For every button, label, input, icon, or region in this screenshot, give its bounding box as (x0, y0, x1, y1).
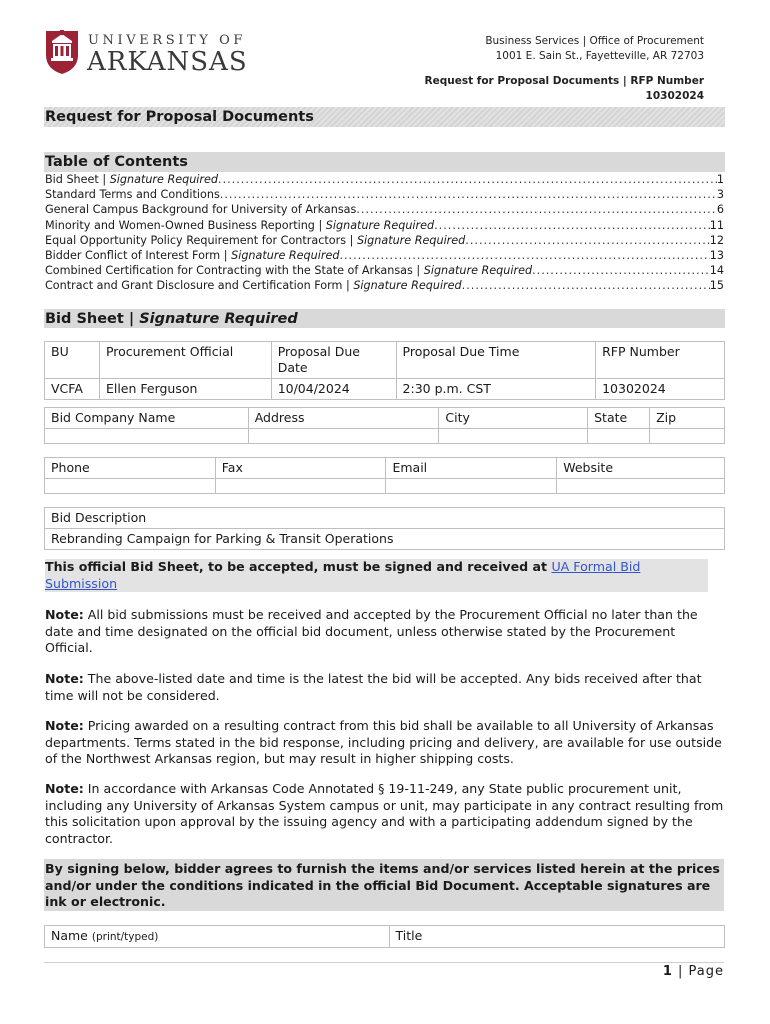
university-seal-icon (44, 27, 80, 75)
toc-entry-name: Contract and Grant Disclosure and Certification Form (45, 279, 343, 293)
note-4-text: In accordance with Arkansas Code Annotated § 19-11-249, any State public procurement unit, including any University of Arkansas System campus or unit, may participate in any contract resulting from this solicitation upon approval by the issuing agency and with a participating addendum signed by the contractor. (45, 781, 724, 846)
bid-sheet-title: Bid Sheet | (45, 311, 140, 327)
toc-entry[interactable] (45, 278, 724, 293)
label-fax: Fax (215, 458, 386, 479)
label-city: City (439, 408, 588, 429)
table-row (45, 479, 725, 494)
email-field[interactable] (386, 479, 557, 494)
toc-entry-page: 14 (709, 264, 724, 278)
header-rfp-number: RFP Number (596, 342, 725, 379)
toc-entry[interactable] (45, 233, 724, 248)
toc-leader-dots (532, 263, 710, 278)
note-4 (45, 781, 725, 847)
official-statement-text: This official Bid Sheet, to be accepted, must be signed and received at (45, 559, 552, 574)
toc-entry-page: 3 (716, 188, 724, 202)
table-row (45, 379, 725, 400)
bid-description-label: Bid Description (45, 508, 725, 529)
toc-entry-title (45, 248, 339, 263)
toc-entry-name: General Campus Background for University of Arkansas (45, 203, 357, 217)
phone-field[interactable] (45, 479, 216, 494)
note-1 (45, 607, 725, 657)
label-address: Address (248, 408, 439, 429)
toc-entry-separator: | (342, 279, 354, 293)
toc-entry-signature-required: Signature Required (231, 249, 340, 263)
table-of-contents (45, 172, 724, 294)
label-bid-company-name: Bid Company Name (45, 408, 249, 429)
note-label: Note: (45, 781, 84, 796)
value-procurement-official: Ellen Ferguson (99, 379, 271, 400)
toc-leader-dots (220, 187, 717, 202)
zip-field[interactable] (650, 429, 725, 444)
toc-leader-dots (434, 218, 710, 233)
toc-entry[interactable] (45, 202, 724, 217)
header-proposal-due-time: Proposal Due Time (396, 342, 596, 379)
value-proposal-due-time: 2:30 p.m. CST (396, 379, 596, 400)
university-logo (44, 27, 248, 77)
rfp-header-line1: Request for Proposal Documents | RFP Number (424, 75, 704, 87)
toc-entry[interactable] (45, 263, 724, 278)
signature-table (44, 925, 725, 948)
rfp-header-number: 10302024 (645, 90, 704, 102)
label-website: Website (557, 458, 725, 479)
page-number: 1 (662, 964, 673, 979)
table-row (45, 408, 725, 429)
toc-heading: Table of Contents (44, 152, 725, 172)
toc-entry-signature-required: Signature Required (109, 173, 219, 186)
bid-company-name-field[interactable] (45, 429, 249, 444)
toc-entry-title (45, 233, 465, 248)
note-2-text: The above-listed date and time is the latest the bid will be accepted. Any bids received after that time will not be considered. (45, 671, 702, 703)
toc-leader-dots (339, 248, 709, 263)
toc-entry-separator: | (346, 233, 357, 247)
website-field[interactable] (557, 479, 725, 494)
contact-table (44, 457, 725, 494)
bid-sheet-title-italic: Signature Required (139, 311, 298, 327)
table-row (45, 429, 725, 444)
toc-leader-dots (462, 278, 710, 293)
toc-entry-page: 6 (716, 203, 724, 217)
note-3 (45, 718, 725, 768)
table-row (45, 508, 725, 529)
address-field[interactable] (248, 429, 439, 444)
label-state: State (588, 408, 650, 429)
toc-entry-page: 12 (709, 233, 724, 247)
toc-entry-page: 13 (709, 249, 724, 263)
toc-entry[interactable] (45, 187, 724, 202)
toc-entry-name: Equal Opportunity Policy Requirement for Contractors (45, 233, 347, 247)
title-label: Title (395, 928, 423, 943)
note-label: Note: (45, 607, 84, 622)
logo-arkansas-text: ARKANSAS (87, 47, 248, 77)
toc-entry-title (45, 187, 220, 202)
page-footer (663, 964, 724, 979)
toc-entry-signature-required: Signature Required (325, 218, 435, 232)
note-label: Note: (45, 718, 84, 733)
rfp-header (425, 74, 704, 104)
bid-sheet-heading (44, 309, 725, 328)
header-procurement-official: Procurement Official (99, 342, 271, 379)
name-label: Name (51, 928, 88, 943)
toc-entry-separator: | (412, 264, 424, 278)
toc-entry-page: 1 (716, 173, 724, 186)
table-row (45, 926, 725, 948)
page-label: | Page (672, 964, 724, 979)
fax-field[interactable] (215, 479, 386, 494)
street-address: 1001 E. Sain St., Fayetteville, AR 72703 (495, 50, 704, 62)
toc-leader-dots (465, 233, 709, 248)
toc-entry-signature-required: Signature Required (356, 233, 466, 247)
toc-entry-separator: | (98, 173, 110, 186)
toc-entry-name: Standard Terms and Conditions (45, 188, 220, 202)
footer-divider (44, 962, 724, 963)
name-field[interactable] (45, 926, 390, 948)
toc-leader-dots (356, 202, 717, 217)
toc-entry-name: Bid Sheet (45, 173, 99, 186)
official-statement (45, 559, 725, 592)
label-zip: Zip (650, 408, 725, 429)
label-email: Email (386, 458, 557, 479)
bid-description-table (44, 507, 725, 550)
bid-description-value: Rebranding Campaign for Parking & Transit Operations (45, 529, 725, 550)
main-title: Request for Proposal Documents (44, 107, 725, 127)
toc-leader-dots (218, 172, 717, 187)
toc-entry-name: Minority and Women-Owned Business Reporting (45, 218, 315, 232)
toc-entry-separator: | (314, 218, 326, 232)
ua-formal-bid-submission-link[interactable]: UA Formal Bid Submission (45, 559, 641, 591)
signing-statement: By signing below, bidder agrees to furnish the items and/or services listed herein at the prices and/or under the conditions indicated in the official Bid Document. Acceptable signatures are ink or electronic. (44, 859, 724, 911)
logo-university-text: UNIVERSITY OF (88, 33, 247, 48)
bid-info-table (44, 341, 725, 400)
state-field[interactable] (588, 429, 650, 444)
toc-entry-title (45, 218, 434, 233)
toc-entry-title (45, 278, 462, 293)
toc-entry[interactable] (45, 218, 724, 233)
toc-entry-title (45, 263, 532, 278)
toc-entry-title (45, 202, 356, 217)
table-row (45, 458, 725, 479)
header-bu: BU (45, 342, 100, 379)
table-row (45, 342, 725, 379)
note-1-text: All bid submissions must be received and accepted by the Procurement Official no later than the date and time designated on the official bid document, unless otherwise stated by the Procurement Official. (45, 607, 698, 655)
header-proposal-due-date: Proposal Due Date (271, 342, 396, 379)
table-row (45, 529, 725, 550)
toc-entry-separator: | (220, 249, 232, 263)
company-table (44, 407, 725, 444)
toc-entry-signature-required: Signature Required (353, 279, 462, 293)
note-2 (45, 671, 725, 704)
title-field[interactable] (389, 926, 724, 948)
toc-entry[interactable] (45, 172, 724, 187)
note-3-text: Pricing awarded on a resulting contract from this bid shall be available to all University of Arkansas departments. Terms stated in the bid response, including pricing and delivery, are available for use outside of the Northwest Arkansas region, but may result in higher shipping costs. (45, 718, 722, 766)
value-bu: VCFA (45, 379, 100, 400)
toc-entry-name: Combined Certification for Contracting with the State of Arkansas (45, 264, 413, 278)
label-phone: Phone (45, 458, 216, 479)
name-hint: (print/typed) (91, 931, 159, 943)
department-name: Business Services | Office of Procurement (485, 35, 704, 47)
city-field[interactable] (439, 429, 588, 444)
office-address (485, 34, 704, 64)
toc-entry-name: Bidder Conflict of Interest Form (45, 249, 221, 263)
toc-entry[interactable] (45, 248, 724, 263)
toc-entry-page: 15 (709, 279, 724, 293)
value-rfp-number: 10302024 (596, 379, 725, 400)
toc-entry-page: 11 (709, 218, 724, 232)
value-proposal-due-date: 10/04/2024 (271, 379, 396, 400)
note-label: Note: (45, 671, 84, 686)
toc-entry-signature-required: Signature Required (423, 264, 533, 278)
toc-entry-title (45, 172, 218, 187)
